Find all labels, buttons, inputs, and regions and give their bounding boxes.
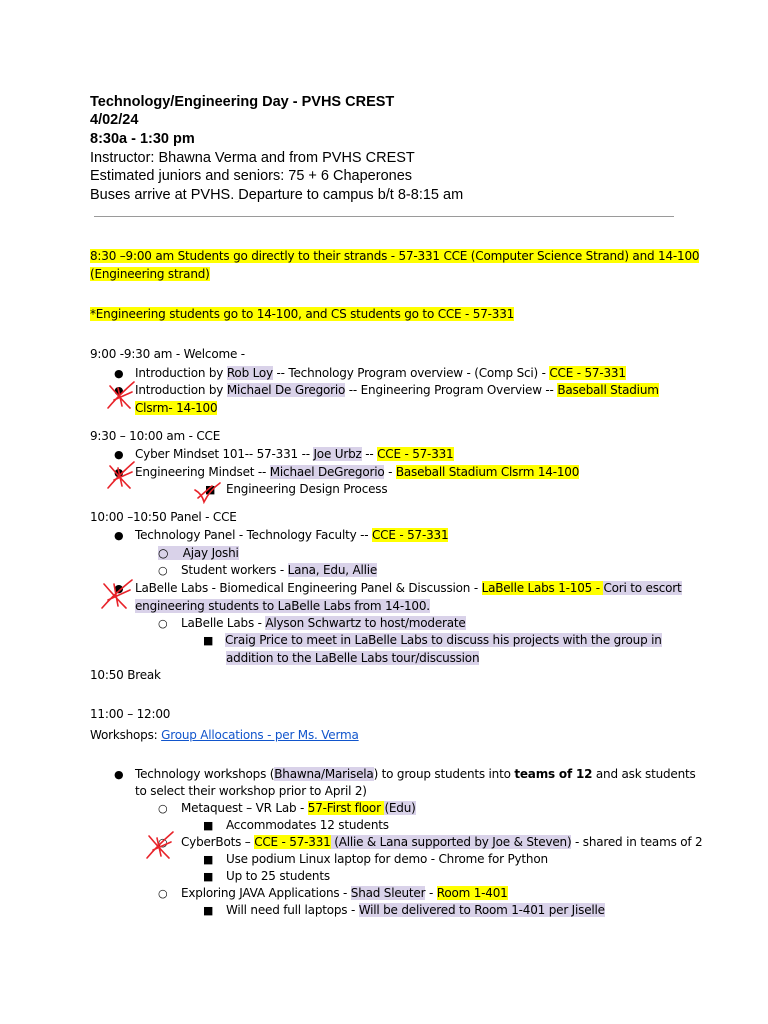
workshop-3-sub: Will need full laptops - Will be delivered to Room 1-401 per Jiselle — [226, 903, 605, 917]
session2-item-2: Engineering Mindset -- Michael DeGregorio - Baseball Stadium Clsrm 14-100 — [135, 465, 580, 479]
panel-sub-1: ○ Ajay Joshi — [158, 546, 239, 560]
red-x-mark-icon — [143, 828, 177, 862]
workshop-3: Exploring JAVA Applications - Shad Sleuter - Room 1-401 — [181, 886, 508, 900]
panel-item-2: LaBelle Labs - Biomedical Engineering Panel & Discussion - LaBelle Labs 1-105 - Cori to escort — [135, 581, 682, 595]
bullet-square: ■ — [203, 853, 214, 866]
horizontal-divider — [94, 216, 674, 217]
bullet-square: ■ — [203, 819, 214, 832]
session2-heading: 9:30 – 10:00 am - CCE — [90, 429, 221, 443]
arrival-line-2: (Engineering strand) — [90, 267, 210, 281]
panel-item-1: Technology Panel - Technology Faculty -- CCE - 57-331 — [135, 528, 449, 542]
doc-title: Technology/Engineering Day - PVHS CREST — [90, 94, 395, 110]
panel-sub-4: Craig Price to meet in LaBelle Labs to discuss his projects with the group in — [225, 633, 662, 647]
red-x-mark-icon — [98, 576, 136, 612]
bullet-disc: ● — [114, 529, 124, 542]
bullet-square: ■ — [205, 483, 216, 496]
bullet-circle: ○ — [158, 836, 168, 849]
bullet-disc: ● — [114, 582, 124, 595]
arrival-note: *Engineering students go to 14-100, and CS students go to CCE - 57-331 — [90, 307, 515, 321]
bullet-disc: ● — [114, 367, 124, 380]
workshop-1-sub: Accommodates 12 students — [226, 818, 389, 832]
workshops-intro: Technology workshops (Bhawna/Marisela) to group students into teams of 12 and ask students — [135, 767, 696, 781]
workshop-1: Metaquest – VR Lab - 57-First floor (Edu) — [181, 801, 416, 815]
bullet-square: ■ — [203, 634, 214, 647]
panel-sub-4-cont: addition to the LaBelle Labs tour/discussion — [226, 651, 480, 665]
doc-date: 4/02/24 — [90, 112, 139, 128]
bullet-circle: ○ — [158, 802, 168, 815]
panel-sub-3: LaBelle Labs - Alyson Schwartz to host/moderate — [181, 616, 466, 630]
workshop-2-sub-2: Up to 25 students — [226, 869, 330, 883]
bullet-square: ■ — [203, 904, 214, 917]
welcome-item-2-cont: Clsrm- 14-100 — [135, 401, 218, 415]
session2-item-1: Cyber Mindset 101-- 57-331 -- Joe Urbz -- CCE - 57-331 — [135, 447, 454, 461]
workshops-time: 11:00 – 12:00 — [90, 707, 171, 721]
bullet-square: ■ — [203, 870, 214, 883]
workshops-line: Workshops: Group Allocations - per Ms. Verma — [90, 728, 359, 742]
red-x-mark-icon — [104, 458, 138, 492]
doc-time: 8:30a - 1:30 pm — [90, 131, 195, 147]
estimate-line: Estimated juniors and seniors: 75 + 6 Chaperones — [90, 168, 413, 184]
break-line: 10:50 Break — [90, 668, 161, 682]
workshop-2: CyberBots – CCE - 57-331 (Allie & Lana supported by Joe & Steven) - shared in teams of 2 — [181, 835, 703, 849]
bullet-circle: ○ — [158, 617, 168, 630]
bullet-disc: ● — [114, 466, 124, 479]
panel-item-2-cont: engineering students to LaBelle Labs from 14-100. — [135, 599, 430, 613]
bullet-disc: ● — [114, 448, 124, 461]
bullet-circle: ○ — [158, 564, 168, 577]
instructor-line: Instructor: Bhawna Verma and from PVHS CREST — [90, 150, 415, 166]
welcome-heading: 9:00 -9:30 am - Welcome - — [90, 347, 245, 361]
group-allocations-link[interactable]: Group Allocations - per Ms. Verma — [161, 728, 359, 742]
session2-sub: Engineering Design Process — [226, 482, 388, 496]
red-check-mark-icon — [192, 480, 222, 504]
bullet-circle: ○ — [158, 887, 168, 900]
welcome-item-1: Introduction by Rob Loy -- Technology Program overview - (Comp Sci) - CCE - 57-331 — [135, 366, 626, 380]
bullet-disc: ● — [114, 384, 124, 397]
workshops-intro-cont: to select their workshop prior to April 2) — [135, 784, 367, 798]
bullet-disc: ● — [114, 768, 124, 781]
arrival-line-1: 8:30 –9:00 am Students go directly to their strands - 57-331 CCE (Computer Science Strand) and 14-100 — [90, 249, 700, 263]
welcome-item-2: Introduction by Michael De Gregorio -- Engineering Program Overview -- Baseball Stadium — [135, 383, 659, 397]
red-x-mark-icon — [104, 378, 138, 412]
workshop-2-sub-1: Use podium Linux laptop for demo - Chrome for Python — [226, 852, 548, 866]
panel-sub-2: Student workers - Lana, Edu, Allie — [181, 563, 378, 577]
buses-line: Buses arrive at PVHS. Departure to campus b/t 8-8:15 am — [90, 187, 464, 203]
panel-heading: 10:00 –10:50 Panel - CCE — [90, 510, 237, 524]
